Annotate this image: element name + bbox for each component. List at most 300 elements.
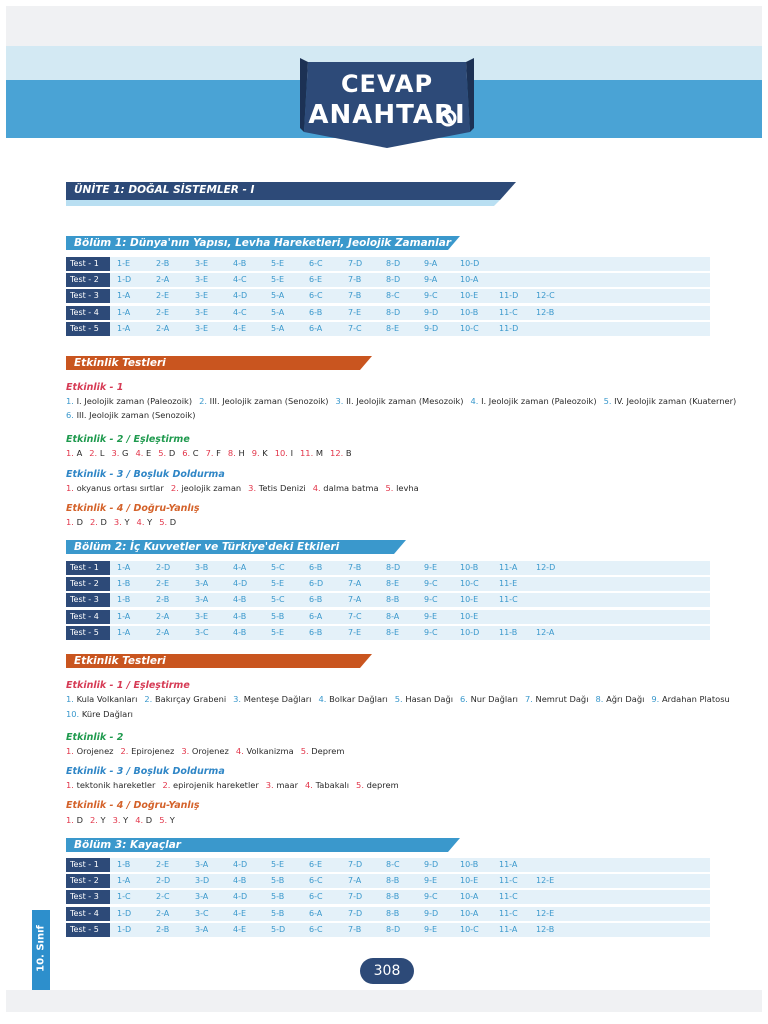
answer-text: tektonik hareketler [76, 780, 156, 790]
answer-cell: 10-C [460, 323, 479, 333]
unit-title-bar [66, 182, 516, 200]
answer-cell: 2-A [156, 627, 170, 637]
test-label: Test - 2 [66, 577, 110, 591]
answer-cell: 8-D [386, 924, 401, 934]
test-label: Test - 1 [66, 858, 110, 872]
answer-cell: 5-C [271, 563, 285, 572]
answer-cell: 5-B [271, 611, 285, 621]
answer-cell: 8-B [386, 595, 400, 605]
answer-cell: 5-B [271, 892, 285, 902]
answer-item [66, 448, 82, 458]
table-row [66, 626, 710, 640]
answer-text: Deprem [311, 746, 345, 756]
answer-cell: 9-D [424, 323, 439, 333]
test-label: Test - 1 [66, 257, 110, 271]
answer-text: Ardahan Platosu [661, 694, 730, 704]
answer-cell: 7-A [348, 876, 362, 886]
etkinlik-3-b-title: Etkinlik - 3 / Boşluk Doldurma [66, 766, 225, 777]
etkinlik-1-title: Etkinlik - 1 [66, 382, 124, 393]
answer-cell: 7-B [348, 563, 362, 572]
answer-cell: 2-E [156, 579, 170, 589]
answer-cell: 3-E [195, 307, 209, 317]
answer-number: 10. [66, 709, 80, 719]
test-label: Test - 5 [66, 322, 110, 336]
answer-item [525, 694, 589, 704]
answer-cell: 2-E [156, 307, 170, 317]
answer-cell: 2-D [156, 876, 171, 886]
answer-cell: 3-A [195, 595, 209, 605]
answer-item [144, 694, 226, 704]
answer-text: Y [124, 517, 130, 527]
answer-cell: 11-C [499, 908, 518, 918]
answer-cell: 11-A [499, 563, 518, 572]
answer-number: 4. [235, 746, 244, 756]
answer-cell: 11-D [499, 323, 519, 333]
section2-answer-table [66, 561, 710, 642]
answer-cell: 6-B [309, 563, 323, 572]
section3-answer-table [66, 858, 710, 939]
answer-text: dalma batma [323, 483, 379, 493]
answer-cell: 10-A [460, 275, 479, 285]
answer-text: Orojenez [191, 746, 229, 756]
answer-cell: 3-A [195, 924, 209, 934]
answer-cell: 4-A [233, 563, 247, 572]
answer-cell: 1-D [117, 924, 132, 934]
answer-text: B [345, 448, 352, 458]
answer-cell: 9-A [424, 259, 438, 268]
answer-number: 3. [335, 396, 344, 406]
answer-cell: 4-D [233, 860, 248, 869]
answer-number: 2. [199, 396, 207, 406]
answer-cell: 1-E [117, 259, 131, 268]
answer-number: 3. [112, 815, 121, 825]
answer-cell: 3-E [195, 291, 209, 301]
answer-text: L [99, 448, 105, 458]
answer-item [356, 780, 399, 790]
answer-cell: 5-D [271, 924, 286, 934]
answer-cell: 7-D [348, 860, 363, 869]
answer-cell: 12-B [536, 307, 555, 317]
answer-cell: 5-B [271, 876, 285, 886]
etkinlik-2-b-title: Etkinlik - 2 [66, 732, 124, 743]
answer-number: 1. [66, 483, 74, 493]
answer-number: 4. [135, 448, 144, 458]
answer-cell: 6-D [309, 579, 324, 589]
table-row [66, 890, 710, 904]
section2-title-bar [66, 540, 406, 558]
answer-text: G [122, 448, 129, 458]
etkinlik-testleri-1-bar [66, 356, 372, 374]
answer-cell: 8-A [386, 611, 400, 621]
answer-cell: 11-D [499, 291, 519, 301]
answer-cell: 10-B [460, 563, 479, 572]
answer-cell: 7-B [348, 924, 362, 934]
answer-cell: 5-E [271, 627, 285, 637]
answer-cell: 2-C [156, 892, 170, 902]
answer-cell: 4-D [233, 579, 248, 589]
answer-item [66, 709, 133, 719]
answer-text: C [192, 448, 199, 458]
grade-side-tab [32, 910, 50, 992]
answer-number: 4. [305, 780, 313, 790]
answer-number: 9. [251, 448, 260, 458]
answer-text: Ağrı Dağı [606, 694, 645, 704]
answer-item [121, 746, 175, 756]
answer-cell: 5-A [271, 291, 285, 301]
answer-number: 1. [66, 448, 74, 458]
answer-number: 5. [356, 780, 364, 790]
answer-number: 6. [66, 410, 74, 420]
answer-text: A [76, 448, 83, 458]
answer-cell: 1-A [117, 291, 131, 301]
answer-number: 8. [227, 448, 236, 458]
answer-cell: 8-E [386, 627, 400, 637]
answer-number: 12. [330, 448, 344, 458]
answer-item [90, 517, 107, 527]
answer-cell: 4-B [233, 595, 247, 605]
answer-number: 5. [159, 517, 168, 527]
answer-item [66, 746, 114, 756]
answer-text: Y [100, 815, 106, 825]
answer-item [66, 483, 164, 493]
answer-cell: 6-C [309, 876, 323, 886]
answer-cell: 10-D [460, 259, 480, 268]
test-label: Test - 2 [66, 273, 110, 287]
answer-cell: 10-A [460, 892, 479, 902]
etkinlik-4-b-answers [66, 815, 182, 825]
answer-item [66, 780, 155, 790]
answer-number: 4. [135, 815, 144, 825]
answer-cell: 9-D [424, 860, 439, 869]
answer-cell: 4-E [233, 924, 247, 934]
answer-item [114, 517, 130, 527]
table-row [66, 610, 710, 624]
answer-number: 3. [111, 448, 120, 458]
section3-title: Bölüm 3: Kayaçlar [74, 839, 181, 851]
answer-cell: 1-A [117, 563, 131, 572]
answer-number: 3. [248, 483, 257, 493]
test-label: Test - 4 [66, 610, 110, 624]
answer-cell: 9-E [424, 563, 438, 572]
table-row [66, 593, 710, 607]
answer-text: II. Jeolojik zaman (Mesozoik) [346, 396, 464, 406]
answer-number: 3. [181, 746, 190, 756]
answer-cell: 7-C [348, 323, 362, 333]
answer-cell: 6-C [309, 259, 323, 268]
answer-cell: 9-C [424, 595, 438, 605]
answer-item [386, 483, 419, 493]
answer-text: III. Jeolojik zaman (Senozoik) [209, 396, 329, 406]
answer-cell: 4-B [233, 876, 247, 886]
answer-cell: 5-A [271, 307, 285, 317]
answer-cell: 8-B [386, 892, 400, 902]
answer-cell: 9-C [424, 579, 438, 589]
answer-item [319, 694, 388, 704]
test-label: Test - 2 [66, 874, 110, 888]
answer-cell: 6-A [309, 323, 323, 333]
answer-cell: 4-E [233, 908, 247, 918]
answer-cell: 6-E [309, 860, 323, 869]
answer-number: 3. [265, 780, 274, 790]
answer-number: 5. [394, 694, 403, 704]
answer-text: D [76, 815, 83, 825]
answer-text: M [315, 448, 324, 458]
answer-text: III. Jeolojik zaman (Senozoik) [76, 410, 196, 420]
answer-text: Bakırçay Grabeni [154, 694, 227, 704]
answer-cell: 8-D [386, 259, 401, 268]
answer-number: 9. [651, 694, 660, 704]
answer-item [66, 410, 195, 420]
answer-cell: 2-A [156, 611, 170, 621]
answer-cell: 5-E [271, 259, 285, 268]
answer-cell: 1-A [117, 307, 131, 317]
answer-item [159, 517, 176, 527]
section1-title-bar [66, 236, 460, 254]
answer-number: 2. [170, 483, 179, 493]
answer-cell: 10-C [460, 924, 479, 934]
answer-cell: 3-A [195, 579, 209, 589]
page-number: 308 [360, 958, 414, 984]
test-label: Test - 3 [66, 890, 110, 904]
answer-number: 2. [144, 694, 153, 704]
etkinlik-3-b-answers [66, 780, 406, 790]
answer-cell: 11-E [499, 579, 518, 589]
answer-item [171, 483, 241, 493]
answer-text: E [146, 448, 152, 458]
answer-item [135, 815, 152, 825]
answer-item [266, 780, 298, 790]
answer-cell: 5-C [271, 595, 285, 605]
answer-cell: 7-A [348, 579, 362, 589]
table-row [66, 874, 710, 888]
answer-cell: 6-C [309, 924, 323, 934]
answer-item [460, 694, 518, 704]
answer-cell: 5-E [271, 860, 285, 869]
bottom-frame [6, 990, 762, 1012]
answer-cell: 1-A [117, 627, 131, 637]
answer-cell: 4-D [233, 892, 248, 902]
answer-cell: 1-D [117, 275, 132, 285]
answer-number: 5. [603, 396, 612, 406]
answer-text: Nur Dağları [470, 694, 518, 704]
etkinlik-1-eslestirme-answers-line2 [66, 709, 140, 719]
answer-text: K [262, 448, 268, 458]
answer-text: D [100, 517, 107, 527]
answer-cell: 6-A [309, 908, 323, 918]
answer-item [395, 694, 453, 704]
answer-item [604, 396, 737, 406]
answer-item [162, 780, 258, 790]
answer-number: 6. [460, 694, 468, 704]
test-label: Test - 1 [66, 561, 110, 575]
answer-text: I. Jeolojik zaman (Paleozoik) [481, 396, 597, 406]
answer-cell: 12-A [536, 627, 555, 637]
answer-cell: 8-B [386, 908, 400, 918]
etkinlik-3-answers [66, 483, 426, 493]
answer-text: Bolkar Dağları [329, 694, 388, 704]
answer-cell: 9-E [424, 611, 438, 621]
answer-number: 4. [312, 483, 321, 493]
table-row [66, 858, 710, 872]
answer-cell: 10-D [460, 627, 480, 637]
answer-item [182, 448, 198, 458]
answer-cell: 7-D [348, 892, 363, 902]
answer-cell: 3-E [195, 323, 209, 333]
answer-number: 2. [162, 780, 171, 790]
answer-cell: 3-A [195, 892, 209, 902]
answer-cell: 10-A [460, 908, 479, 918]
grade-label: 10. Sınıf [35, 925, 47, 972]
answer-number: 3. [113, 517, 122, 527]
test-label: Test - 5 [66, 923, 110, 937]
answer-cell: 2-B [156, 259, 170, 268]
answer-text: Kula Volkanları [76, 694, 138, 704]
table-row [66, 306, 710, 320]
answer-text: I. Jeolojik zaman (Paleozoik) [76, 396, 193, 406]
answer-text: Y [169, 815, 175, 825]
answer-cell: 1-B [117, 595, 131, 605]
answer-text: Y [123, 815, 129, 825]
answer-cell: 8-C [386, 291, 400, 301]
answer-number: 1. [66, 815, 74, 825]
answer-cell: 8-D [386, 275, 401, 285]
answer-text: Tabakalı [315, 780, 350, 790]
answer-number: 8. [595, 694, 604, 704]
answer-cell: 9-D [424, 307, 439, 317]
answer-cell: 1-D [117, 908, 132, 918]
answer-cell: 11-C [499, 307, 518, 317]
answer-item [66, 517, 83, 527]
answer-cell: 12-B [536, 924, 555, 934]
test-label: Test - 3 [66, 289, 110, 303]
answer-cell: 3-A [195, 860, 209, 869]
answer-cell: 5-B [271, 908, 285, 918]
answer-text: D [76, 517, 83, 527]
answer-text: Nemrut Dağı [535, 694, 589, 704]
top-frame [6, 6, 762, 46]
unit-title: ÜNİTE 1: DOĞAL SİSTEMLER - I [74, 184, 255, 196]
answer-cell: 10-E [460, 611, 479, 621]
etkinlik-2-title: Etkinlik - 2 / Eşleştirme [66, 434, 190, 445]
answer-cell: 9-C [424, 627, 438, 637]
answer-item [330, 448, 352, 458]
answer-cell: 3-C [195, 627, 209, 637]
answer-item [300, 448, 323, 458]
answer-cell: 4-B [233, 259, 247, 268]
answer-cell: 3-B [195, 563, 209, 572]
etkinlik-3-title: Etkinlik - 3 / Boşluk Doldurma [66, 469, 225, 480]
answer-item [66, 815, 83, 825]
answer-cell: 8-D [386, 563, 401, 572]
answer-text: Hasan Dağı [405, 694, 454, 704]
answer-cell: 7-D [348, 259, 363, 268]
answer-item [113, 815, 129, 825]
answer-item [236, 746, 294, 756]
answer-item [206, 448, 221, 458]
answer-cell: 8-E [386, 579, 400, 589]
answer-cell: 11-A [499, 924, 518, 934]
test-label: Test - 4 [66, 907, 110, 921]
answer-cell: 4-C [233, 307, 247, 317]
answer-cell: 1-B [117, 860, 131, 869]
answer-number: 2. [89, 448, 98, 458]
test-label: Test - 4 [66, 306, 110, 320]
answer-cell: 12-C [536, 291, 555, 301]
etkinlik-testleri-1-title: Etkinlik Testleri [74, 357, 166, 369]
answer-cell: 1-A [117, 611, 131, 621]
answer-item [596, 694, 645, 704]
answer-cell: 2-B [156, 595, 170, 605]
answer-text: levha [396, 483, 419, 493]
answer-cell: 10-B [460, 307, 479, 317]
answer-cell: 11-C [499, 892, 518, 902]
table-row [66, 923, 710, 937]
etkinlik-testleri-2-title: Etkinlik Testleri [74, 655, 166, 667]
answer-cell: 6-B [309, 627, 323, 637]
answer-text: Tetis Denizi [258, 483, 306, 493]
answer-cell: 7-E [348, 627, 362, 637]
answer-cell: 3-D [195, 876, 210, 886]
answer-cell: 1-B [117, 579, 131, 589]
answer-cell: 2-D [156, 563, 171, 572]
table-row [66, 289, 710, 303]
section1-answer-table [66, 257, 710, 338]
answer-number: 7. [205, 448, 214, 458]
answer-text: D [145, 815, 153, 825]
answer-number: 5. [300, 746, 309, 756]
answer-cell: 4-D [233, 291, 248, 301]
answer-cell: 6-C [309, 291, 323, 301]
answer-cell: 3-C [195, 908, 209, 918]
answer-cell: 12-E [536, 876, 555, 886]
answer-text: I [290, 448, 294, 458]
answer-text: Orojenez [76, 746, 114, 756]
answer-text: H [238, 448, 245, 458]
answer-text: Menteşe Dağları [243, 694, 312, 704]
answer-item [111, 448, 128, 458]
answer-item [336, 396, 464, 406]
answer-item [313, 483, 379, 493]
etkinlik-4-title: Etkinlik - 4 / Doğru-Yanlış [66, 503, 200, 514]
answer-cell: 9-A [424, 275, 438, 285]
answer-cell: 4-B [233, 611, 247, 621]
answer-cell: 4-C [233, 275, 247, 285]
answer-number: 1. [66, 780, 74, 790]
answer-item [137, 517, 153, 527]
answer-item [275, 448, 293, 458]
answer-item [228, 448, 245, 458]
answer-text: D [168, 448, 176, 458]
etkinlik-1-answers-line1 [66, 396, 743, 406]
answer-cell: 7-D [348, 908, 363, 918]
answer-cell: 5-A [271, 323, 285, 333]
answer-cell: 6-B [309, 307, 323, 317]
answer-cell: 9-E [424, 924, 438, 934]
answer-item [199, 396, 328, 406]
answer-cell: 10-E [460, 291, 479, 301]
answer-item [159, 815, 175, 825]
answer-cell: 4-E [233, 323, 247, 333]
answer-number: 1. [66, 396, 74, 406]
badge-title-line2: ANAHTARI [308, 100, 466, 130]
table-row [66, 322, 710, 336]
answer-number: 5. [385, 483, 394, 493]
answer-cell: 5-E [271, 579, 285, 589]
answer-item [248, 483, 306, 493]
answer-item [135, 448, 151, 458]
answer-number: 1. [66, 694, 74, 704]
answer-number: 1. [66, 517, 74, 527]
